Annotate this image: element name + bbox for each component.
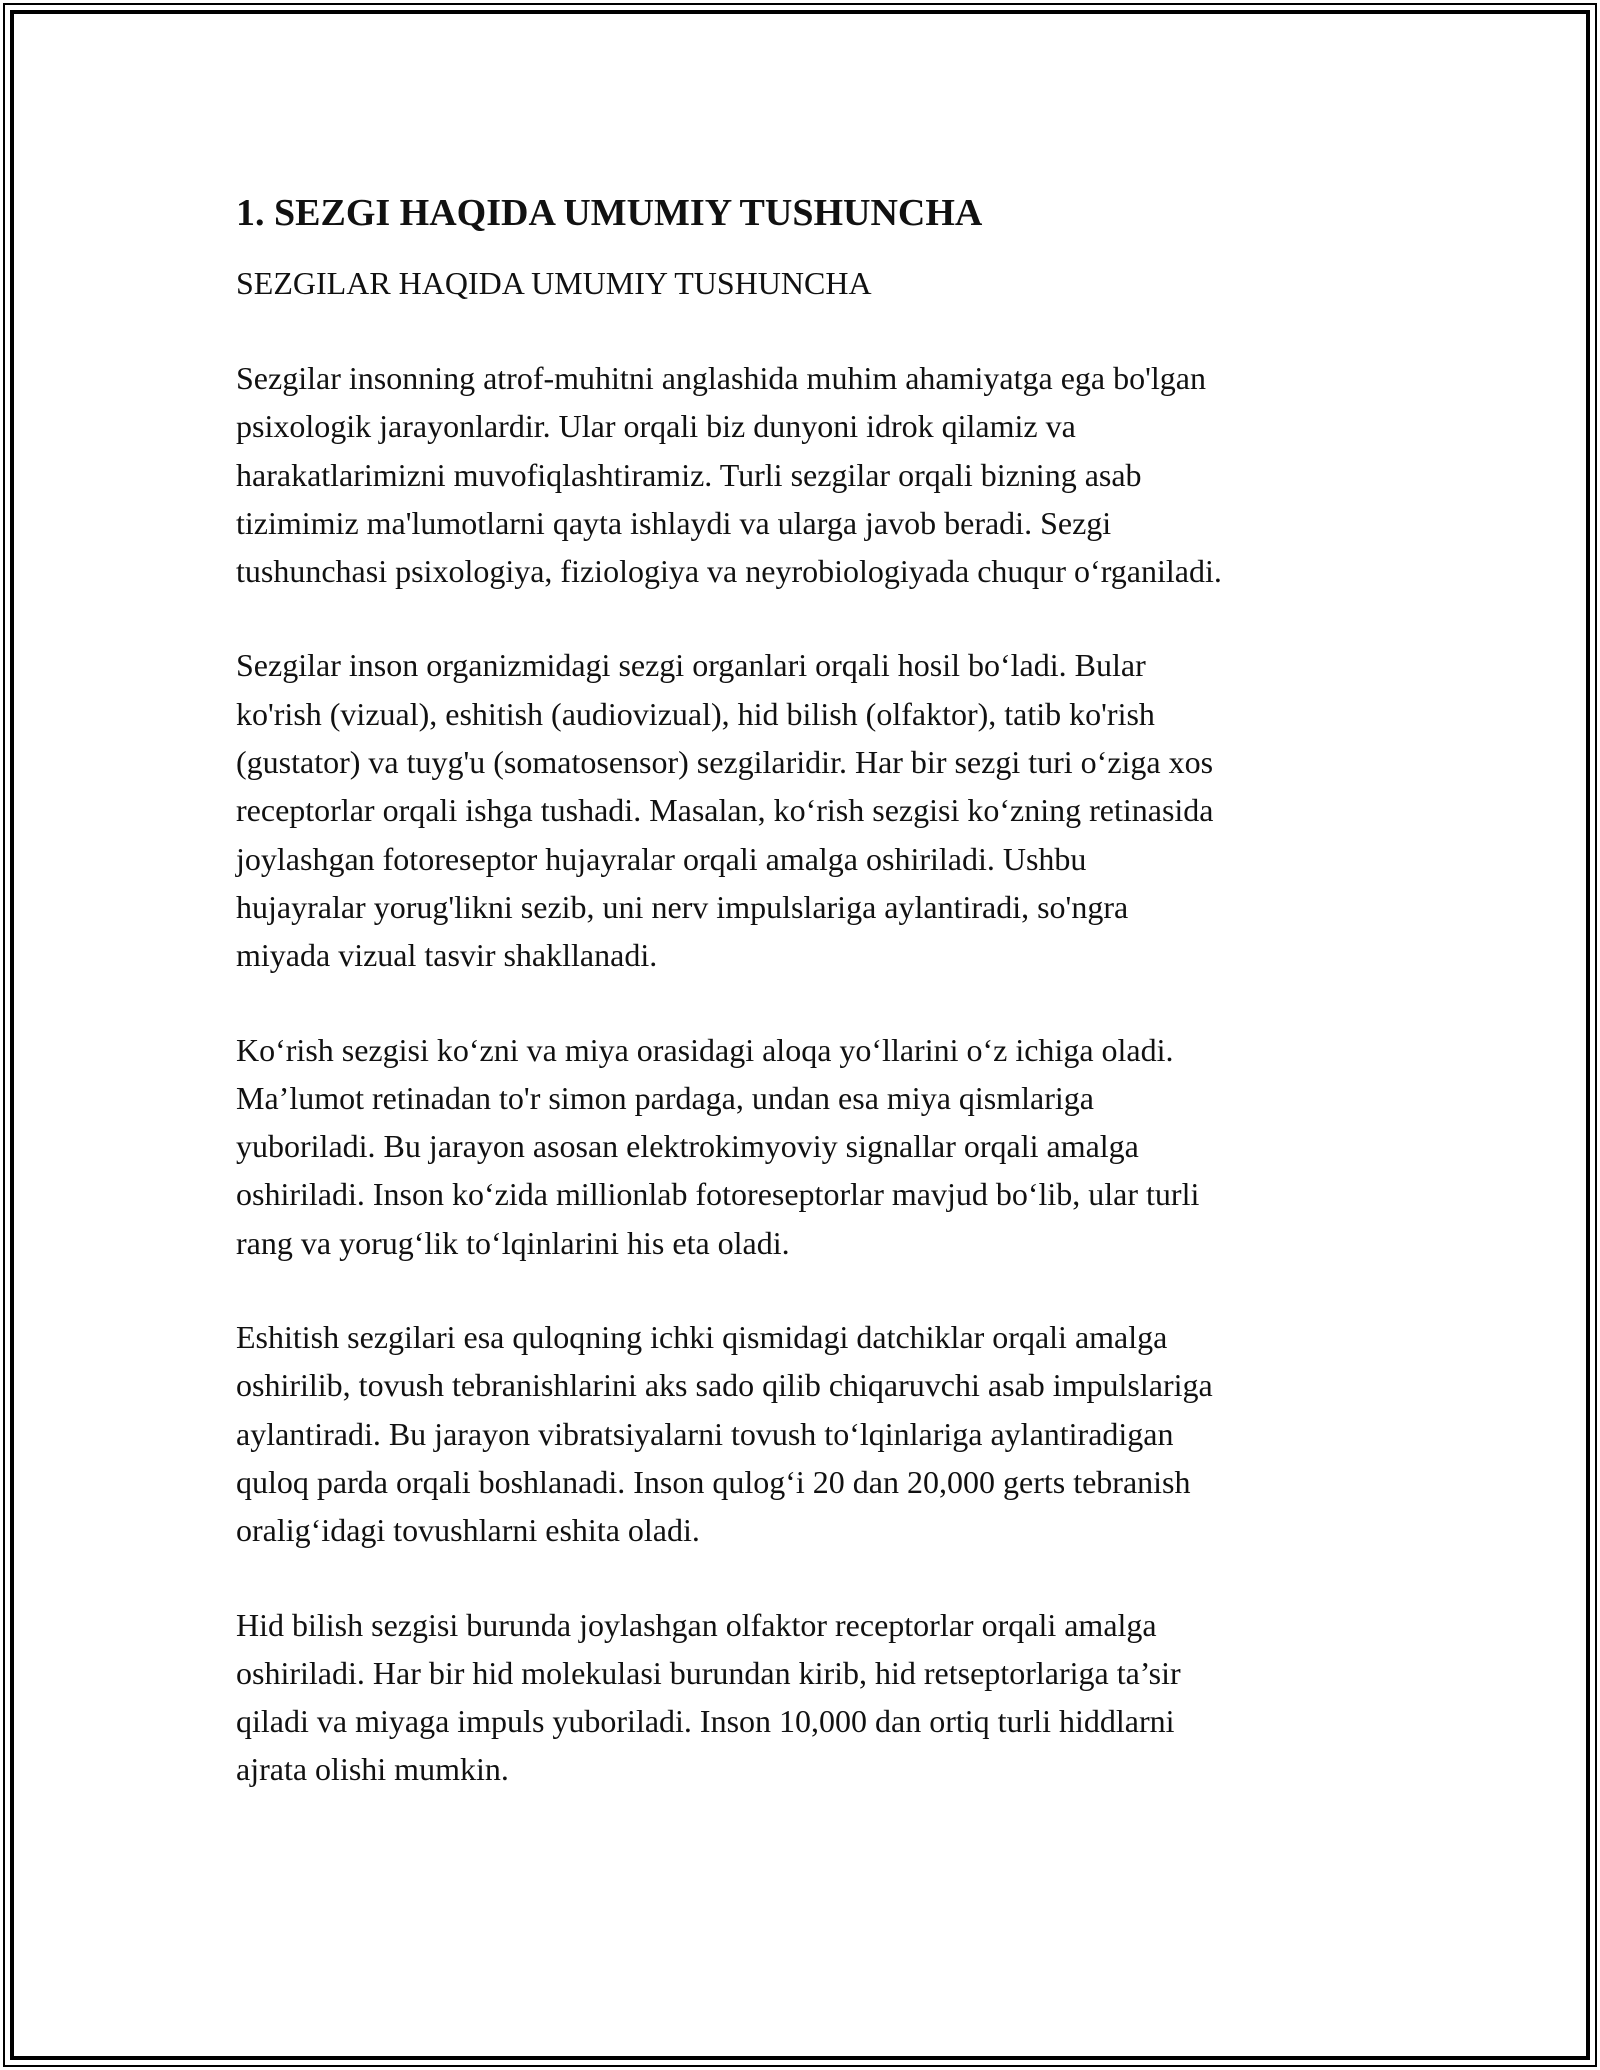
document-subtitle: SEZGILAR HAQIDA UMUMIY TUSHUNCHA (236, 265, 872, 301)
paragraph-2: Sezgilar inson organizmidagi sezgi organlari orqali hosil boʻladi. Bular ko'rish (vizual), eshitish (audiovizual), hid bilish (olfaktor), tatib ko'rish (gustator) va tuyg'u (somatosensor) sezgilaridir. Har bir sezgi turi oʻziga xos receptorlar orqali ishga tushadi. Masalan, koʻrish sezgisi koʻzning retinasida joylashgan fotoreseptor hujayralar orqali amalga oshiriladi. Ushbu hujayralar yorug'likni sezib, uni nerv impulslariga aylantiradi, so'ngra miyada vizual tasvir shakllanadi. (236, 647, 1214, 974)
paragraph-1: Sezgilar insonning atrof-muhitni anglashida muhim ahamiyatga ega bo'lgan psixologik jarayonlardir. Ular orqali biz dunyoni idrok qilamiz va harakatlarimizni muvofiqlashtiramiz. Turli sezgilar orqali bizning asab tizimimiz ma'lumotlarni qayta ishlaydi va ularga javob beradi. Sezgi tushunchasi psixologiya, fiziologiya va neyrobiologiyada chuqur oʻrganiladi. (236, 360, 1222, 590)
document-title: 1. SEZGI HAQIDA UMUMIY TUSHUNCHA (236, 192, 983, 234)
paragraph-4: Eshitish sezgilari esa quloqning ichki qismidagi datchiklar orqali amalga oshirilib, tovush tebranishlarini aks sado qilib chiqaruvchi asab impulslariga aylantiradi. Bu jarayon vibratsiyalarni tovush toʻlqinlariga aylantiradigan quloq parda orqali boshlanadi. Inson qulogʻi 20 dan 20,000 gerts tebranish oraligʻidagi tovushlarni eshita oladi. (236, 1319, 1213, 1549)
paragraph-3: Koʻrish sezgisi koʻzni va miya orasidagi aloqa yoʻllarini oʻz ichiga oladi. Ma’lumot retinadan to'r simon pardaga, undan esa miya qismlariga yuboriladi. Bu jarayon asosan elektrokimyoviy signallar orqali amalga oshiriladi. Inson koʻzida millionlab fotoreseptorlar mavjud boʻlib, ular turli rang va yorugʻlik toʻlqinlarini his eta oladi. (236, 1031, 1200, 1261)
paragraph-5: Hid bilish sezgisi burunda joylashgan olfaktor receptorlar orqali amalga oshiriladi. Har bir hid molekulasi burundan kirib, hid retseptorlariga ta’sir qiladi va miyaga impuls yuboriladi. Inson 10,000 dan ortiq turli hiddlarni ajrata olishi mumkin. (236, 1606, 1181, 1788)
document-body (236, 186, 1396, 1794)
